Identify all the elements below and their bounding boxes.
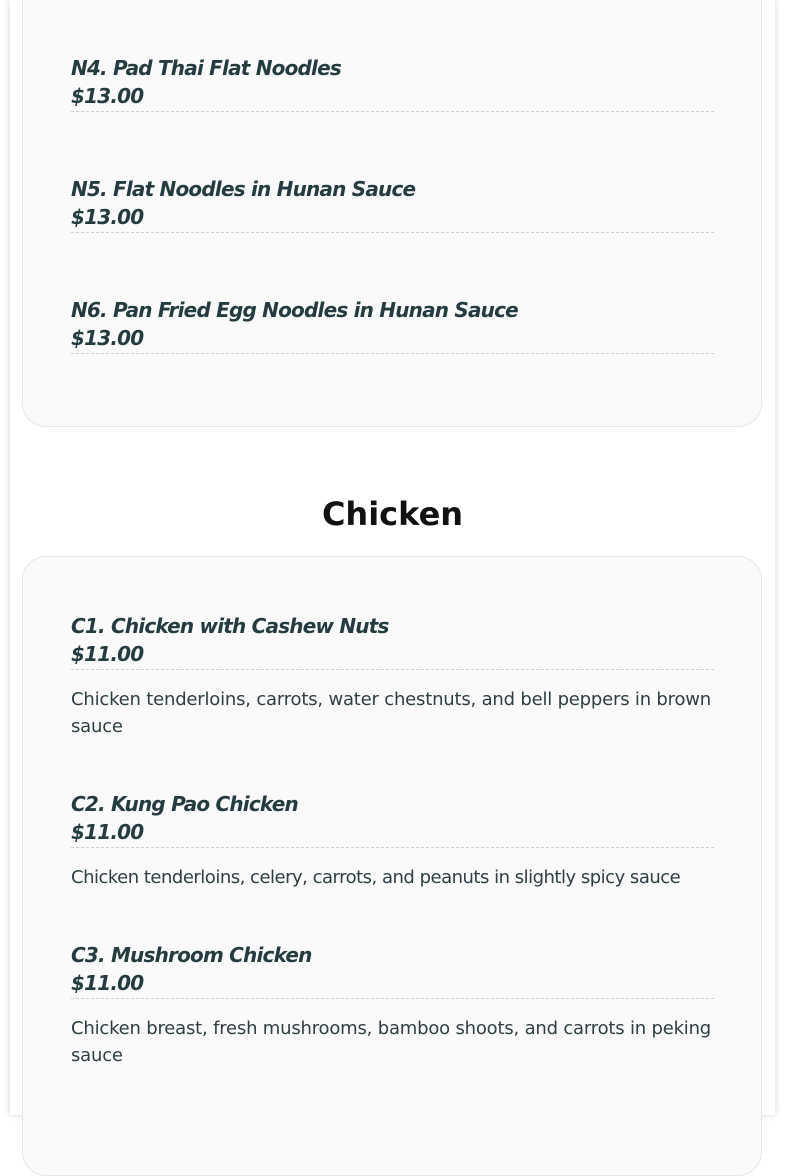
item-description: Chicken tenderloins, carrots, water chestnuts, and bell peppers in brown sauce [71, 689, 712, 737]
item-divider [71, 669, 714, 670]
item-name: C3. Mushroom Chicken [71, 943, 312, 967]
item-divider [71, 111, 714, 112]
menu-item [71, 54, 714, 112]
menu-item [71, 790, 714, 891]
section-title-chicken: Chicken [321, 495, 464, 533]
chicken-card [22, 556, 762, 1176]
item-price: $11.00 [71, 971, 144, 995]
item-divider [71, 232, 714, 233]
item-description: Chicken tenderloins, celery, carrots, and peanuts in slightly spicy sauce [71, 867, 681, 888]
menu-item [71, 175, 714, 233]
item-price: $13.00 [71, 205, 144, 229]
item-divider [71, 353, 714, 354]
item-name: N6. Pan Fried Egg Noodles in Hunan Sauce [71, 298, 518, 322]
item-price: $11.00 [71, 642, 144, 666]
menu-item [71, 941, 714, 1069]
noodles-card [22, 0, 762, 427]
item-name: N5. Flat Noodles in Hunan Sauce [71, 177, 416, 201]
item-name: C2. Kung Pao Chicken [71, 792, 298, 816]
item-divider [71, 847, 714, 848]
item-divider [71, 998, 714, 999]
menu-item [71, 612, 714, 740]
item-price: $13.00 [71, 326, 144, 350]
item-name: N4. Pad Thai Flat Noodles [71, 56, 341, 80]
item-description: Chicken breast, fresh mushrooms, bamboo shoots, and carrots in peking sauce [71, 1018, 712, 1066]
menu-page [10, 0, 775, 1115]
item-name: C1. Chicken with Cashew Nuts [71, 614, 389, 638]
item-price: $13.00 [71, 84, 144, 108]
menu-item [71, 296, 714, 354]
item-price: $11.00 [71, 820, 144, 844]
